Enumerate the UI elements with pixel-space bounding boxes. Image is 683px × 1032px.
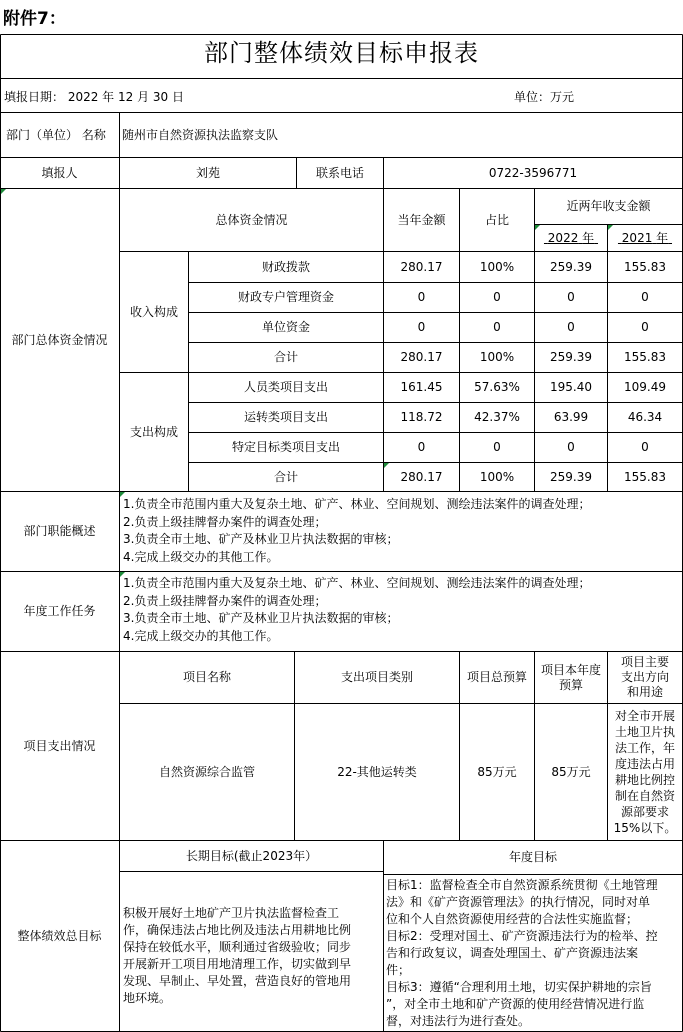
fill-date: 填报日期： 2022 年 12 月 30 日	[4, 90, 184, 104]
expense-total-year1: 259.39	[550, 469, 592, 484]
expense-row-year1: 195.40	[550, 380, 592, 394]
reporter-name: 刘苑	[195, 165, 220, 180]
ratio-header: 占比	[484, 212, 509, 227]
goals-label: 整体绩效总目标	[17, 928, 102, 943]
expense-total-name: 合计	[273, 469, 298, 484]
income-row-ratio: 0	[493, 320, 501, 334]
income-row-year2: 0	[641, 320, 649, 334]
project-name: 自然资源综合监管	[158, 764, 255, 779]
income-row-name: 单位资金	[261, 320, 310, 334]
attachment-label: 附件7：	[3, 9, 66, 29]
funds-section-label: 部门总体资金情况	[11, 332, 108, 347]
income-row-amount: 0	[417, 290, 426, 304]
annual-line: 目标2：受理对国土、矿产资源违法行为的检举、控	[386, 929, 658, 943]
overall-funds-label: 总体资金情况	[215, 212, 288, 227]
expense-row-amount: 118.72	[400, 410, 443, 424]
dept-label: 部门（单位） 名称	[6, 127, 106, 142]
long-term-line: 发现、早制止、早处置，营造良好的管地用	[123, 974, 352, 988]
year2-value: 2021	[621, 230, 653, 245]
annual-line: 目标3：遵循“合理利用土地，切实保护耕地的宗旨	[386, 980, 652, 994]
header-line: 支出方向	[620, 670, 669, 684]
income-row-year2: 0	[641, 290, 649, 304]
income-row-ratio: 100%	[479, 259, 515, 274]
duty-line: 2.负责上级挂牌督办案件的调查处理；	[123, 514, 327, 529]
project-year-budget-header	[535, 652, 607, 703]
expense-total-ratio: 100%	[479, 469, 515, 484]
expense-row-amount: 0	[417, 440, 426, 454]
header-line: 预算	[558, 677, 583, 692]
header-line: 项目本年度	[540, 662, 601, 677]
expense-row-year2: 109.49	[624, 380, 666, 394]
purpose-line: 对全市开展	[614, 709, 675, 723]
expense-row-ratio: 57.63%	[474, 380, 520, 394]
long-term-line: 保持在较低水平，顺利通过省级验收；同步	[123, 940, 352, 954]
unit-label: 单位：万元	[514, 90, 575, 104]
long-term-line: 地环境。	[123, 991, 172, 1005]
long-term-goal-header: 长期目标(截止2023年）	[185, 848, 318, 863]
projects-label: 项目支出情况	[23, 738, 96, 753]
expense-row-year1: 0	[567, 440, 575, 454]
expense-row-year1: 63.99	[553, 410, 589, 424]
phone-number: 0722-3596771	[488, 165, 578, 180]
long-term-line: 开展新开工项目用地清理工作，切实做到早	[123, 957, 352, 971]
long-term-goal-text	[123, 905, 381, 1007]
purpose-line: 法工作，年	[614, 741, 675, 755]
expense-row-ratio: 0	[493, 440, 501, 454]
amount-header: 当年金额	[397, 212, 446, 227]
purpose-line: 源部要求	[620, 805, 669, 819]
expense-total-year2: 155.83	[624, 469, 666, 484]
project-category-header: 支出项目类别	[340, 670, 413, 684]
year2-suffix: 年	[656, 230, 669, 245]
expense-row-name: 特定目标类项目支出	[231, 440, 340, 454]
project-name-header: 项目名称	[182, 670, 231, 684]
year1-value: 2022	[547, 230, 579, 245]
income-total-amount: 280.17	[400, 350, 443, 364]
duty-line: 3.负责全市土地、矿产及林业卫片执法数据的审核；	[123, 532, 399, 546]
project-total-budget: 85万元	[477, 764, 517, 779]
income-row-year1: 259.39	[550, 259, 592, 274]
income-row-ratio: 0	[493, 290, 501, 304]
form-title: 部门整体绩效目标申报表	[204, 39, 479, 67]
income-row-year1: 0	[567, 320, 575, 334]
duties-label: 部门职能概述	[23, 524, 96, 538]
project-purpose	[608, 704, 682, 840]
header-line: 和用途	[626, 685, 663, 699]
reporter-label: 填报人	[41, 165, 78, 180]
task-line: 3.负责全市土地、矿产及林业卫片执法数据的审核；	[123, 611, 399, 625]
project-category: 22-其他运转类	[337, 764, 417, 779]
duties-text	[123, 496, 679, 566]
duty-line: 4.完成上级交办的其他工作。	[123, 549, 279, 564]
annual-line: 目标1：监督检查全市自然资源系统贯彻《土地管理	[386, 878, 658, 892]
income-row-amount: 280.17	[400, 259, 443, 274]
expense-total-amount: 280.17	[400, 469, 443, 484]
income-row-name: 财政拨款	[261, 259, 310, 274]
income-row-year2: 155.83	[624, 259, 666, 274]
income-row-name: 财政专户管理资金	[237, 290, 334, 304]
year2-header	[608, 225, 682, 251]
duty-line: 1.负责全市范围内重大及复杂土地、矿产、林业、空间规划、测绘违法案件的调查处理；	[123, 497, 591, 511]
annual-goal-header: 年度目标	[508, 850, 557, 864]
income-total-year1: 259.39	[550, 350, 592, 364]
purpose-line: 耕地比例控	[614, 773, 675, 787]
task-line: 1.负责全市范围内重大及复杂土地、矿产、林业、空间规划、测绘违法案件的调查处理；	[123, 576, 591, 590]
long-term-line: 作，确保违法占地比例及违法占用耕地比例	[123, 923, 352, 937]
year1-suffix: 年	[582, 230, 595, 245]
task-line: 4.完成上级交办的其他工作。	[123, 628, 279, 643]
expense-row-year2: 46.34	[627, 410, 663, 424]
income-total-name: 合计	[273, 350, 298, 364]
project-year-budget: 85万元	[551, 764, 591, 779]
income-total-ratio: 100%	[479, 350, 515, 364]
purpose-line: 制在自然资	[614, 789, 675, 803]
expense-composition-label: 支出构成	[129, 424, 178, 439]
annual-line: ”，对全市土地和矿产资源的使用经营情况进行监	[386, 997, 645, 1011]
annual-goal-text	[386, 877, 681, 1030]
recent-years-header: 近两年收支金额	[566, 199, 651, 213]
task-line: 2.负责上级挂牌督办案件的调查处理；	[123, 593, 327, 608]
income-composition-label: 收入构成	[129, 304, 178, 319]
project-purpose-header	[608, 652, 682, 703]
expense-row-amount: 161.45	[400, 380, 443, 394]
expense-row-year2: 0	[641, 440, 649, 454]
expense-row-name: 人员类项目支出	[243, 380, 328, 394]
income-row-year1: 0	[567, 290, 575, 304]
tasks-text	[123, 575, 679, 645]
purpose-line: 土地卫片执	[614, 725, 675, 739]
header-line: 项目主要	[620, 655, 669, 669]
annual-line: 件；	[386, 963, 411, 977]
income-total-year2: 155.83	[624, 350, 666, 364]
long-term-line: 积极开展好土地矿产卫片执法监督检查工	[123, 906, 340, 920]
annual-line: 位和个人自然资源使用经营的合法性实施监督；	[386, 912, 639, 926]
phone-label: 联系电话	[315, 165, 364, 180]
tasks-label: 年度工作任务	[23, 604, 96, 618]
annual-line: 告和行政复议，调查处理国土、矿产资源违法案	[386, 946, 639, 960]
project-total-header: 项目总预算	[466, 670, 527, 684]
expense-row-ratio: 42.37%	[474, 410, 520, 424]
purpose-line: 15%以下。	[613, 821, 677, 835]
annual-line: 法》和《矿产资源管理法》的执行情况，同时对单	[386, 895, 651, 909]
dept-name: 随州市自然资源执法监察支队	[122, 127, 279, 142]
annual-line: 督，对违法行为进行查处。	[386, 1014, 531, 1028]
year1-header	[535, 225, 607, 251]
income-row-amount: 0	[417, 320, 426, 334]
expense-row-name: 运转类项目支出	[243, 410, 328, 424]
purpose-line: 度违法占用	[614, 757, 675, 771]
